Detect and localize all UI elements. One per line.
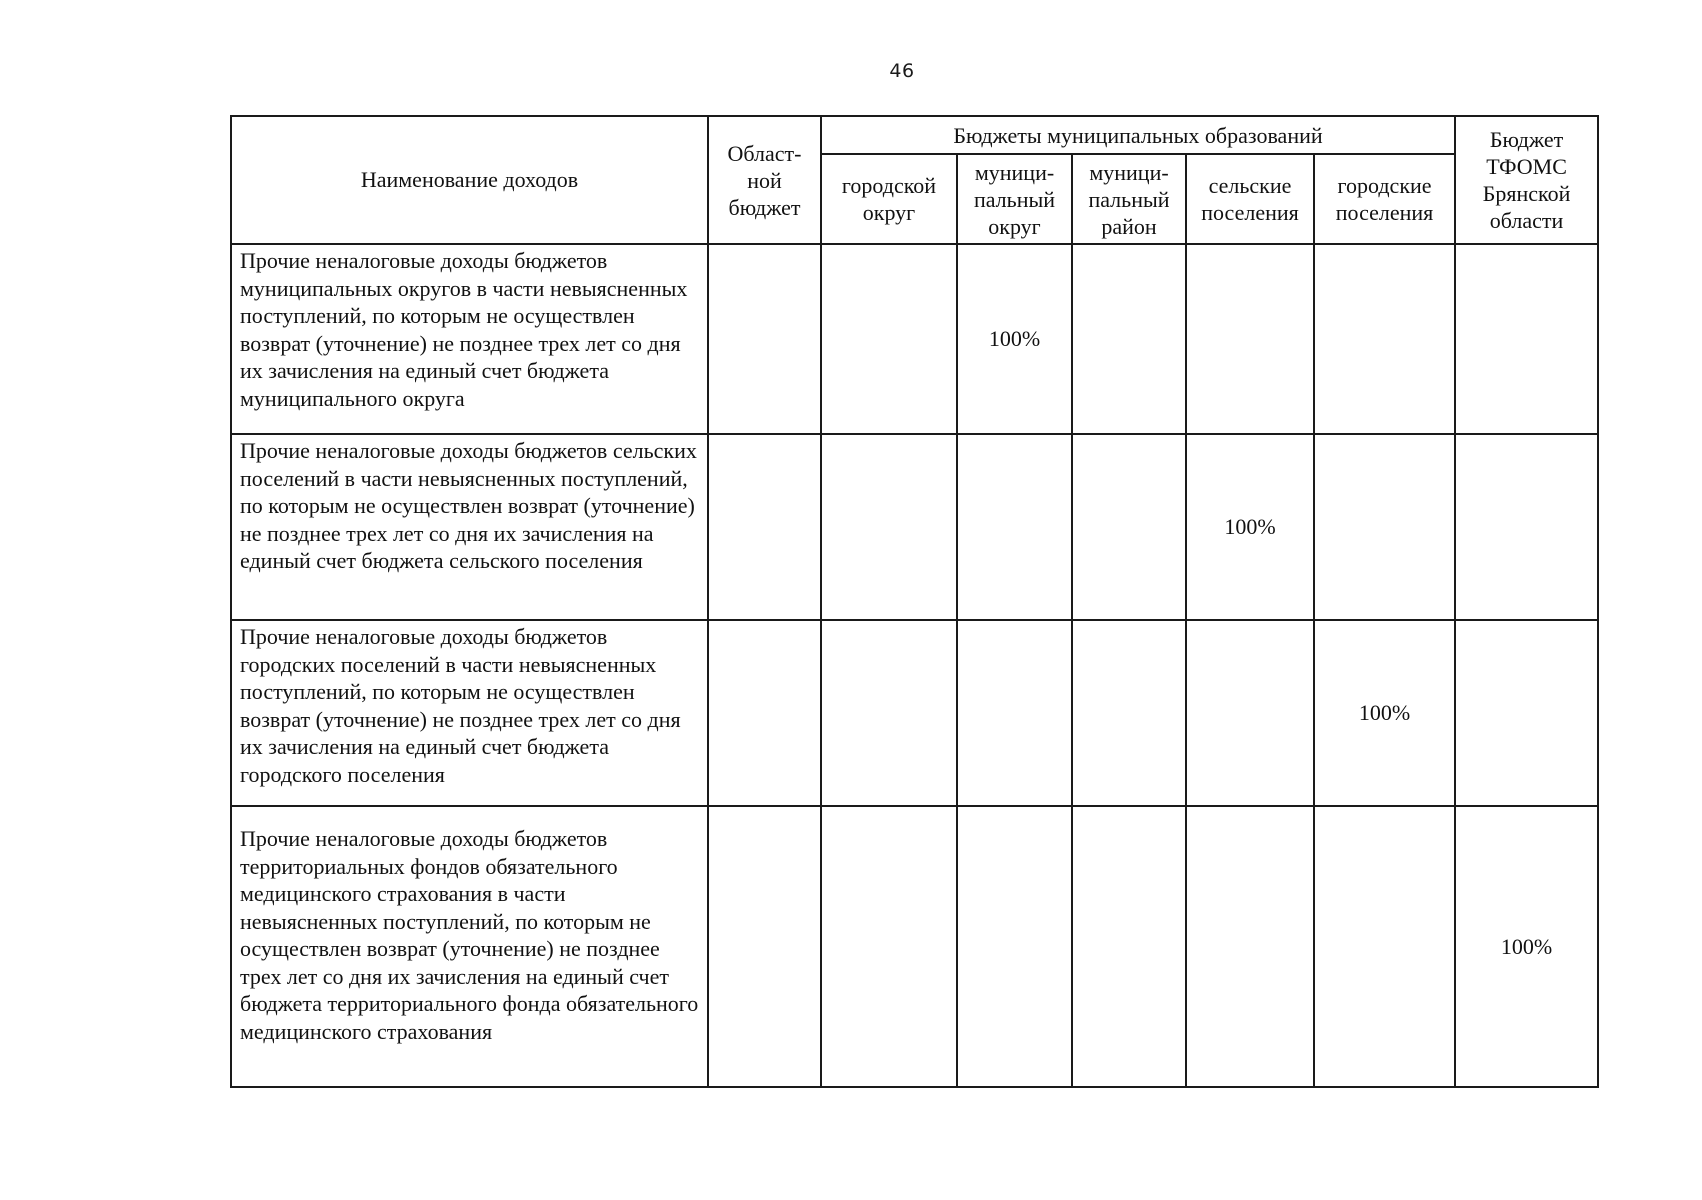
value-cell-regional	[708, 620, 821, 806]
table-row	[231, 620, 1598, 806]
value-cell-rural-settlements: 100%	[1186, 434, 1314, 620]
header-city-district: городской округ	[821, 154, 957, 244]
value-cell-tfoms	[1455, 244, 1598, 434]
revenue-name-cell: Прочие неналоговые доходы бюджетов сельских поселений в части невыясненных поступлений, по которым не осуществлен возврат (уточнение) не позднее трех лет со дня их зачисления на единый счет бюджета сельского поселения	[231, 434, 708, 620]
value-cell-regional	[708, 806, 821, 1087]
table-row	[231, 806, 1598, 1087]
value-cell-regional	[708, 434, 821, 620]
header-regional-budget: Област- ной бюджет	[708, 116, 821, 244]
header-rural-settlements: сельские поселения	[1186, 154, 1314, 244]
page-number: 46	[889, 60, 915, 82]
value-cell-regional	[708, 244, 821, 434]
value-cell-rural-settlements	[1186, 620, 1314, 806]
revenue-distribution-table	[230, 115, 1599, 1088]
value-cell-city-district	[821, 244, 957, 434]
value-cell-tfoms: 100%	[1455, 806, 1598, 1087]
header-municipal-district: муници- пальный округ	[957, 154, 1072, 244]
header-municipal-budgets-group: Бюджеты муниципальных образований	[821, 116, 1455, 154]
value-cell-tfoms	[1455, 434, 1598, 620]
value-cell-tfoms	[1455, 620, 1598, 806]
revenue-name-cell: Прочие неналоговые доходы бюджетов территориальных фондов обязательного медицинского страхования в части невыясненных поступлений, по которым не осуществлен возврат (уточнение) не позднее трех лет со дня их зачисления на единый счет бюджета территориального фонда обязательного медицинского страхования	[231, 806, 708, 1087]
value-cell-urban-settlements	[1314, 806, 1455, 1087]
header-row-1	[231, 116, 1598, 154]
value-cell-city-district	[821, 434, 957, 620]
header-municipal-area: муници- пальный район	[1072, 154, 1186, 244]
table-row	[231, 244, 1598, 434]
value-cell-city-district	[821, 806, 957, 1087]
value-cell-municipal-area	[1072, 244, 1186, 434]
value-cell-municipal-district: 100%	[957, 244, 1072, 434]
header-tfoms-budget: Бюджет ТФОМС Брянской области	[1455, 116, 1598, 244]
value-cell-urban-settlements	[1314, 244, 1455, 434]
value-cell-municipal-area	[1072, 620, 1186, 806]
value-cell-municipal-district	[957, 620, 1072, 806]
value-cell-municipal-district	[957, 434, 1072, 620]
value-cell-municipal-area	[1072, 434, 1186, 620]
value-cell-city-district	[821, 620, 957, 806]
value-cell-rural-settlements	[1186, 244, 1314, 434]
value-cell-urban-settlements: 100%	[1314, 620, 1455, 806]
value-cell-municipal-area	[1072, 806, 1186, 1087]
header-urban-settlements: городские поселения	[1314, 154, 1455, 244]
header-revenue-name: Наименование доходов	[231, 116, 708, 244]
revenue-name-cell: Прочие неналоговые доходы бюджетов городских поселений в части невыясненных поступлений, по которым не осуществлен возврат (уточнение) не позднее трех лет со дня их зачисления на единый счет бюджета городского поселения	[231, 620, 708, 806]
table-row	[231, 434, 1598, 620]
value-cell-municipal-district	[957, 806, 1072, 1087]
value-cell-urban-settlements	[1314, 434, 1455, 620]
revenue-name-cell: Прочие неналоговые доходы бюджетов муниципальных округов в части невыясненных поступлений, по которым не осуществлен возврат (уточнение) не позднее трех лет со дня их зачисления на единый счет бюджета муниципального округа	[231, 244, 708, 434]
value-cell-rural-settlements	[1186, 806, 1314, 1087]
